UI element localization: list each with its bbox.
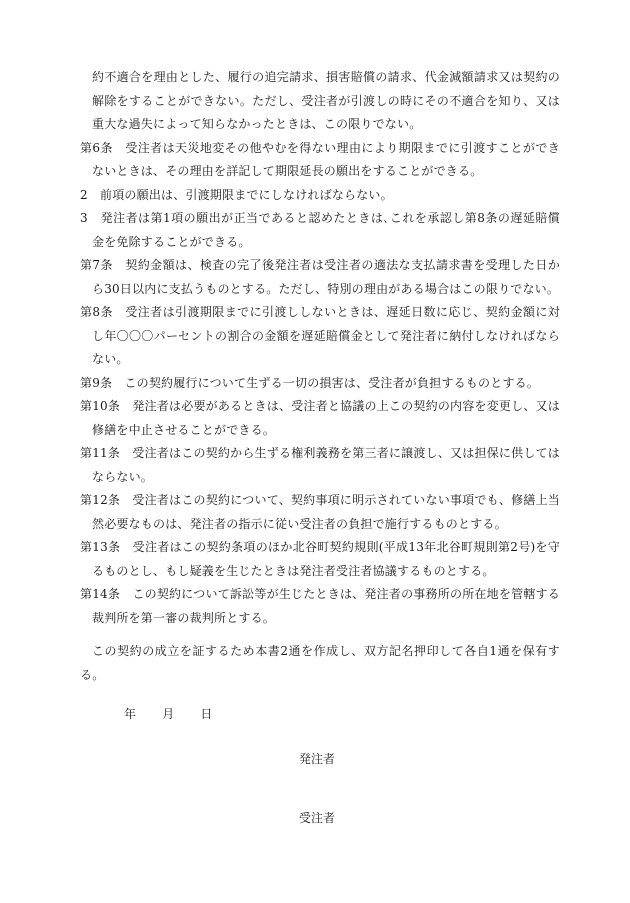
date-month-label: 月 — [162, 707, 175, 721]
closing-statement: この契約の成立を証するため本書2通を作成し、双方記名押印して各自1通を保有する。 — [80, 644, 560, 682]
article-7: 第7条 契約金額は、検査の完了後発注者は受注者の適法な支払請求書を受理した日から30日以内に支払うものとする。ただし、特別の理由がある場合はこの限りでない。 — [80, 258, 560, 296]
article-11: 第11条 受注者はこの契約から生ずる権利義務を第三者に譲渡し、又は担保に供してはならない。 — [80, 446, 560, 484]
article-6: 第6条 受注者は天災地変その他やむを得ない理由により期限までに引渡すことができないときは、その理由を詳記して期限延長の願出をすることができる。 — [80, 140, 560, 178]
article-6-paragraph-3: 3 発注者は第1項の願出が正当であると認めたときは､これを承認し第8条の遅延賠償金を免除することができる。 — [80, 211, 560, 249]
date-day-label: 日 — [200, 707, 213, 721]
article-12: 第12条 受注者はこの契約について、契約事項に明示されていない事項でも、修繕上当然必要なものは、発注者の指示に従い受注者の負担で施行するものとする。 — [80, 493, 560, 531]
article-5-continuation: 約不適合を理由とした、履行の追完請求、損害賠償の請求、代金減額請求又は契約の解除をすることができない。ただし、受注者が引渡しの時にその不適合を知り、又は重大な過失によって知らなかったときは、この限りでない。 — [92, 70, 560, 131]
article-10: 第10条 発注者は必要があるときは、受注者と協議の上この契約の内容を変更し、又は修繕を中止させることができる。 — [80, 399, 560, 437]
orderer-label: 発注者 — [299, 752, 336, 766]
article-14: 第14条 この契約について訴訟等が生じたときは、発注者の事務所の所在地を管轄する裁判所を第一審の裁判所とする。 — [80, 587, 560, 625]
contractor-label: 受注者 — [299, 811, 336, 825]
article-8: 第8条 受注者は引渡期限までに引渡ししないときは、遅延日数に応じ、契約金額に対し年〇〇〇パーセントの割合の金額を遅延賠償金として発注者に納付しなければならない。 — [80, 305, 560, 366]
article-13: 第13条 受注者はこの契約条項のほか北谷町契約規則(平成13年北谷町規則第2号)を守るものとし、もし疑義を生じたときは発注者受注者協議するものとする。 — [80, 540, 560, 578]
article-9: 第9条 この契約履行について生ずる一切の損害は、受注者が負担するものとする。 — [80, 375, 539, 390]
date-year-label: 年 — [124, 707, 137, 721]
signature-date — [80, 705, 560, 722]
article-6-paragraph-2: 2 前項の願出は、引渡期限までにしなければならない。 — [80, 187, 393, 202]
